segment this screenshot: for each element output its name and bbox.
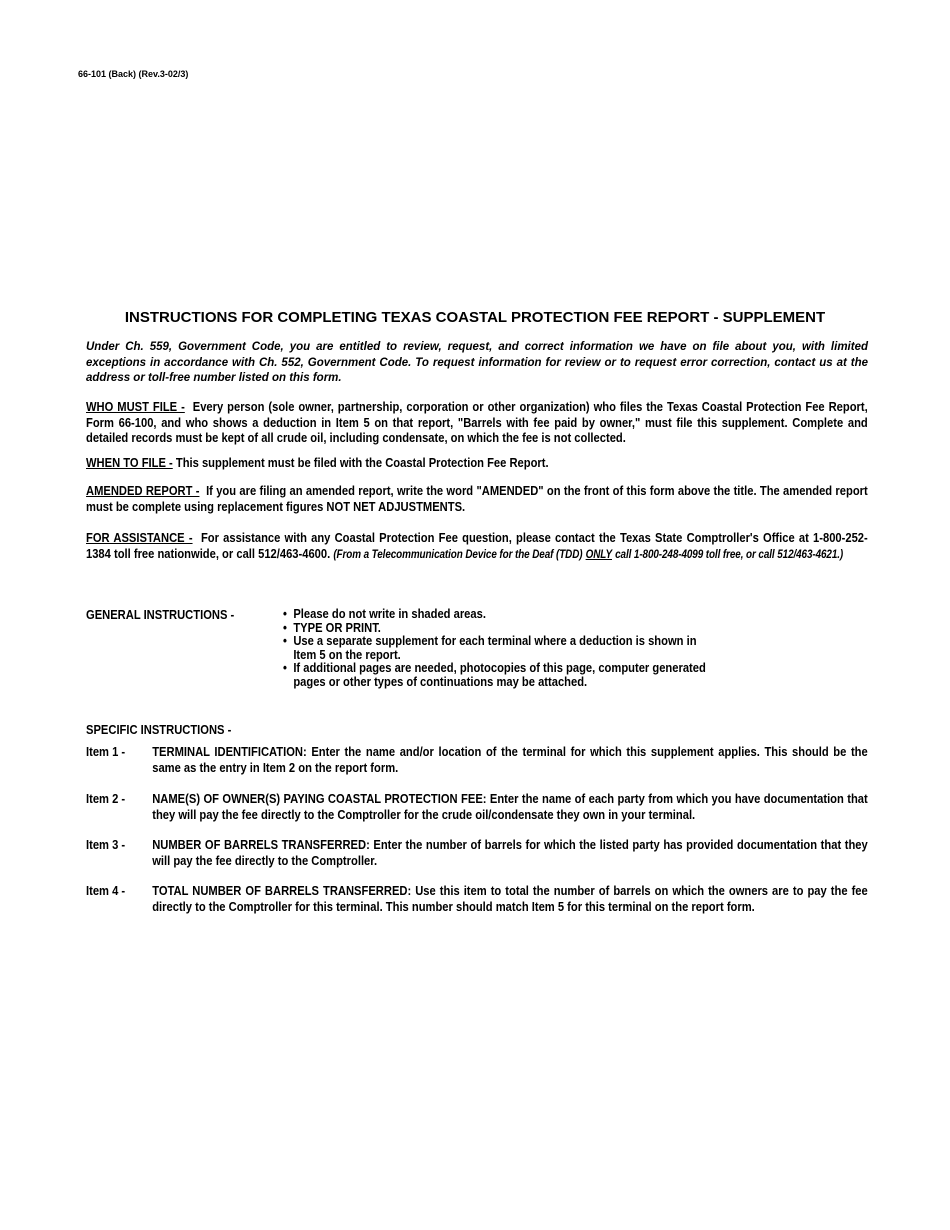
list-item: • TYPE OR PRINT. — [283, 619, 381, 635]
tdd-note-prefix: (From a Telecommunication Device for the Deaf (TDD) — [333, 548, 583, 561]
bullet-icon: • — [283, 606, 287, 621]
specific-item-4 — [86, 883, 868, 914]
item-label: Item 2 - — [86, 791, 126, 806]
item-text: TOTAL NUMBER OF BARRELS TRANSFERRED: Use this item to total the number of barrels on which the owners are to pay the fee directly to the Comptroller for this terminal. This number should match Item 5 for this terminal on the report form. — [152, 883, 868, 914]
form-id: 66-101 (Back) (Rev.3-02/3) — [78, 69, 189, 79]
bullet-icon: • — [283, 633, 287, 648]
bullet-icon: • — [283, 660, 287, 675]
list-item: • Please do not write in shaded areas. — [283, 606, 486, 621]
for-assistance-section — [86, 530, 868, 563]
general-instructions-list — [283, 607, 722, 688]
when-to-file-text: This supplement must be filed with the Coastal Protection Fee Report. — [175, 455, 549, 470]
for-assistance-heading: FOR ASSISTANCE - — [86, 530, 193, 545]
list-item: • Use a separate supplement for each terminal where a deduction is shown in Item 5 on the report. — [283, 633, 697, 662]
item-label: Item 3 - — [86, 837, 126, 852]
amended-report-heading: AMENDED REPORT - — [86, 483, 200, 498]
page-title: INSTRUCTIONS FOR COMPLETING TEXAS COASTAL PROTECTION FEE REPORT - SUPPLEMENT — [124, 309, 826, 326]
tdd-note-only: ONLY — [585, 548, 612, 561]
who-must-file-section — [86, 399, 868, 446]
item-text: TERMINAL IDENTIFICATION: Enter the name and/or location of the terminal for which this supplement applies. This should be the same as the entry in Item 2 on the report form. — [152, 744, 868, 775]
amended-report-section — [86, 483, 868, 514]
privacy-notice: Under Ch. 559, Government Code, you are entitled to review, request, and correct information we have on file about you, with limited exceptions in accordance with Ch. 552, Government Code. To request information for review or to request error correction, contact us at the address or toll-free number listed on this form. — [86, 341, 868, 384]
who-must-file-text: Every person (sole owner, partnership, corporation or other organization) who files the Texas Coastal Protection Fee Report, Form 66-100, and who shows a deduction in Item 5 on that report, "Barrels with fee paid by owner," must file this supplement. Complete and detailed records must be kept of all crude oil, including condensate, on which the fee is not collected. — [86, 399, 868, 445]
item-label: Item 4 - — [86, 883, 126, 898]
item-text: NUMBER OF BARRELS TRANSFERRED: Enter the number of barrels for which the listed party has provided documentation that they will pay the fee directly to the Comptroller. — [152, 837, 868, 868]
when-to-file-heading: WHEN TO FILE - — [86, 455, 173, 470]
specific-item-2 — [86, 791, 868, 822]
tdd-note-suffix: call 1-800-248-4099 toll free, or call 512/463-4621.) — [615, 548, 844, 561]
specific-item-3 — [86, 837, 868, 868]
amended-report-text: If you are filing an amended report, write the word "AMENDED" on the front of this form above the title. The amended report must be complete using replacement figures NOT NET ADJUSTMENTS. — [86, 483, 868, 514]
general-instructions-heading: GENERAL INSTRUCTIONS - — [86, 607, 235, 622]
when-to-file-section — [86, 455, 868, 471]
who-must-file-heading: WHO MUST FILE - — [86, 399, 185, 414]
bullet-icon: • — [283, 619, 287, 635]
list-item: • If additional pages are needed, photocopies of this page, computer generated pages or other types of continuations may be attached. — [283, 660, 706, 689]
specific-item-1 — [86, 744, 868, 775]
specific-instructions-heading: SPECIFIC INSTRUCTIONS - — [86, 722, 232, 737]
item-text: NAME(S) OF OWNER(S) PAYING COASTAL PROTECTION FEE: Enter the name of each party from which you have documentation that they will pay the fee directly to the Comptroller for the crude oil/condensate they own in your terminal. — [152, 791, 868, 822]
for-assistance-text: For assistance with any Coastal Protection Fee question, please contact the Texas State Comptroller's Office at 1-800-252-1384 toll free nationwide, or call 512/463-4600. — [86, 530, 868, 561]
item-label: Item 1 - — [86, 744, 126, 759]
